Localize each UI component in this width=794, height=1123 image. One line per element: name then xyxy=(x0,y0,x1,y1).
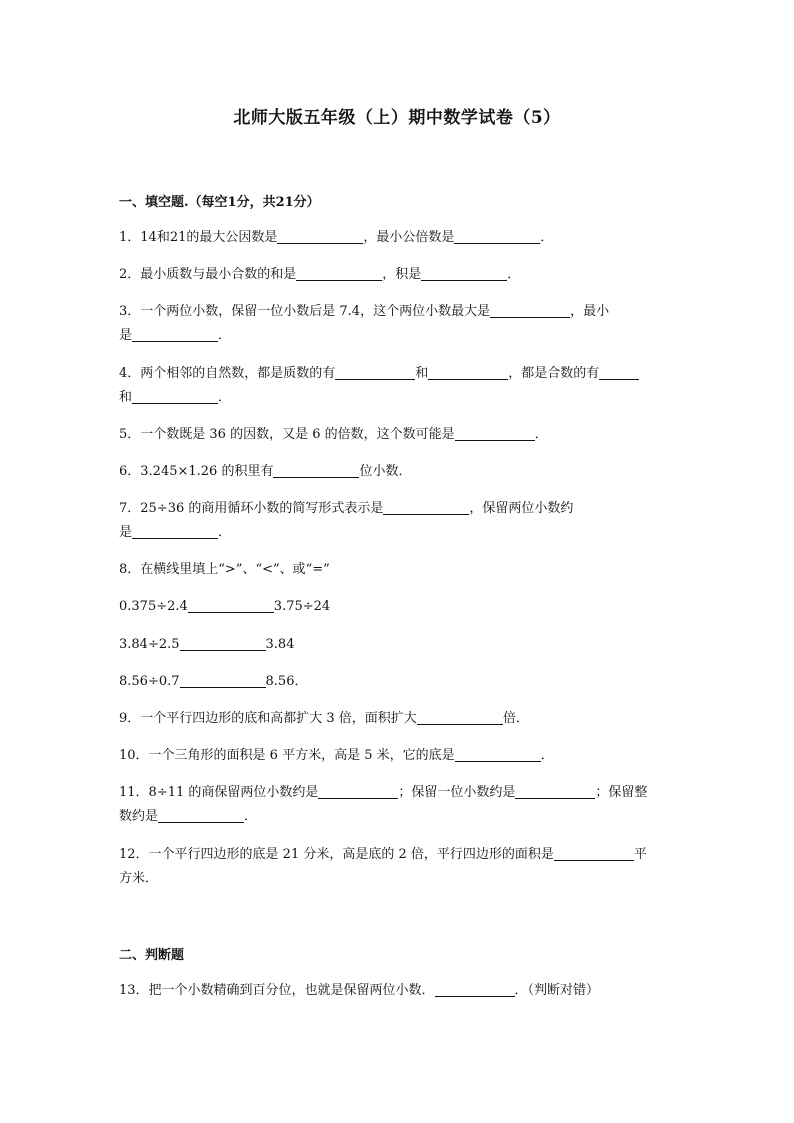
question-2 xyxy=(119,263,679,287)
q4-text: ，都是合数的有 xyxy=(508,366,600,381)
q8-expression: 0.375÷2.4 xyxy=(119,599,188,614)
question-7-continued xyxy=(119,521,679,545)
answer-blank[interactable] xyxy=(132,523,218,539)
q2-text: ，积是 xyxy=(382,267,422,282)
q1-text: ． xyxy=(540,230,554,245)
answer-blank[interactable] xyxy=(417,709,503,725)
answer-blank[interactable] xyxy=(455,425,535,441)
answer-blank[interactable] xyxy=(435,981,515,997)
answer-blank[interactable] xyxy=(273,462,359,478)
question-3 xyxy=(119,300,679,324)
q8-expression: 3.84 xyxy=(265,637,295,652)
answer-blank[interactable] xyxy=(277,228,363,244)
q7-text: 是 xyxy=(119,525,133,540)
question-5 xyxy=(119,423,679,447)
question-12 xyxy=(119,843,679,867)
q9-text: 9．一个平行四边形的底和高都扩大 3 倍，面积扩大 xyxy=(119,711,417,726)
q2-text: 2．最小质数与最小合数的和是 xyxy=(119,267,297,282)
question-11-continued xyxy=(119,805,679,829)
question-13 xyxy=(119,979,679,1003)
answer-blank[interactable] xyxy=(428,364,508,380)
question-10 xyxy=(119,744,679,768)
section-heading-fill-blank: 一、填空题.（每空1分，共21分） xyxy=(119,195,320,210)
q8-expression: 8.56÷0.7 xyxy=(119,674,180,689)
q3-text: ． xyxy=(218,328,232,343)
q11-text: ；保留整 xyxy=(595,785,648,800)
answer-blank[interactable] xyxy=(515,783,595,799)
q4-text: 和 xyxy=(415,366,429,381)
answer-blank[interactable] xyxy=(158,807,244,823)
q13-text: 13．把一个小数精确到百分位，也就是保留两位小数． xyxy=(119,983,435,998)
question-8-row-3 xyxy=(119,670,679,694)
answer-blank[interactable] xyxy=(132,388,218,404)
question-6 xyxy=(119,460,679,484)
q3-text: ，最小 xyxy=(570,304,610,319)
answer-blank[interactable] xyxy=(455,746,541,762)
q11-text: 数约是 xyxy=(119,809,159,824)
answer-blank[interactable] xyxy=(490,302,570,318)
question-12-continued xyxy=(119,867,679,891)
answer-blank[interactable] xyxy=(180,672,266,688)
q11-text: 11．8÷11 的商保留两位小数约是 xyxy=(119,785,319,800)
question-1 xyxy=(119,226,679,250)
q5-text: 5．一个数既是 36 的因数，又是 6 的倍数，这个数可能是 xyxy=(119,427,455,442)
question-8-row-1 xyxy=(119,595,679,619)
question-9 xyxy=(119,707,679,731)
question-8 xyxy=(119,558,679,582)
q5-text: ． xyxy=(534,427,548,442)
q10-text: 10．一个三角形的面积是 6 平方米，高是 5 米，它的底是 xyxy=(119,748,455,763)
question-11 xyxy=(119,781,679,805)
q4-text: 和 xyxy=(119,390,133,405)
q11-text: ；保留一位小数约是 xyxy=(398,785,516,800)
q13-text: ．（判断对错） xyxy=(514,983,600,998)
answer-blank[interactable] xyxy=(454,228,540,244)
answer-blank[interactable] xyxy=(296,265,382,281)
question-4-continued xyxy=(119,386,679,410)
answer-blank[interactable] xyxy=(180,635,266,651)
q4-text: 4．两个相邻的自然数，都是质数的有 xyxy=(119,366,336,381)
question-7 xyxy=(119,497,679,521)
question-8-row-2 xyxy=(119,633,679,657)
q2-text: ． xyxy=(507,267,521,282)
q12-text: 方米． xyxy=(119,871,159,886)
answer-blank[interactable] xyxy=(132,326,218,342)
q6-text: 6．3.245×1.26 的积里有 xyxy=(119,464,274,479)
q1-text: 1．14和21的最大公因数是 xyxy=(119,230,278,245)
q7-text: 7．25÷36 的商用循环小数的简写形式表示是 xyxy=(119,501,384,516)
q11-text: ． xyxy=(244,809,258,824)
q7-text: ． xyxy=(218,525,232,540)
answer-blank[interactable] xyxy=(188,597,274,613)
section-heading-true-false: 二、判断题 xyxy=(119,948,185,963)
answer-blank[interactable] xyxy=(554,845,634,861)
q12-text: 12．一个平行四边形的底是 21 分米，高是底的 2 倍，平行四边形的面积是 xyxy=(119,847,554,862)
question-4 xyxy=(119,362,679,386)
answer-blank[interactable] xyxy=(335,364,415,380)
q1-text: ，最小公倍数是 xyxy=(363,230,455,245)
answer-blank[interactable] xyxy=(421,265,507,281)
q8-expression: 3.84÷2.5 xyxy=(119,637,180,652)
answer-blank[interactable] xyxy=(318,783,398,799)
q8-expression: 3.75÷24 xyxy=(273,599,331,614)
q8-expression: 8.56． xyxy=(265,674,308,689)
q3-text: 3．一个两位小数，保留一位小数后是 7.4，这个两位小数最大是 xyxy=(119,304,491,319)
q9-text: 倍． xyxy=(502,711,529,726)
q10-text: ． xyxy=(540,748,554,763)
q12-text: 平 xyxy=(633,847,647,862)
q8-text: 8．在横线里填上“>”、“<”、或“=” xyxy=(119,562,330,577)
q7-text: ，保留两位小数约 xyxy=(469,501,574,516)
q3-text: 是 xyxy=(119,328,133,343)
q4-text: ． xyxy=(218,390,232,405)
answer-blank[interactable] xyxy=(599,364,639,380)
answer-blank[interactable] xyxy=(383,499,469,515)
question-3-continued xyxy=(119,324,679,348)
page-title: 北师大版五年级（上）期中数学试卷（5） xyxy=(233,108,561,128)
q6-text: 位小数． xyxy=(359,464,412,479)
